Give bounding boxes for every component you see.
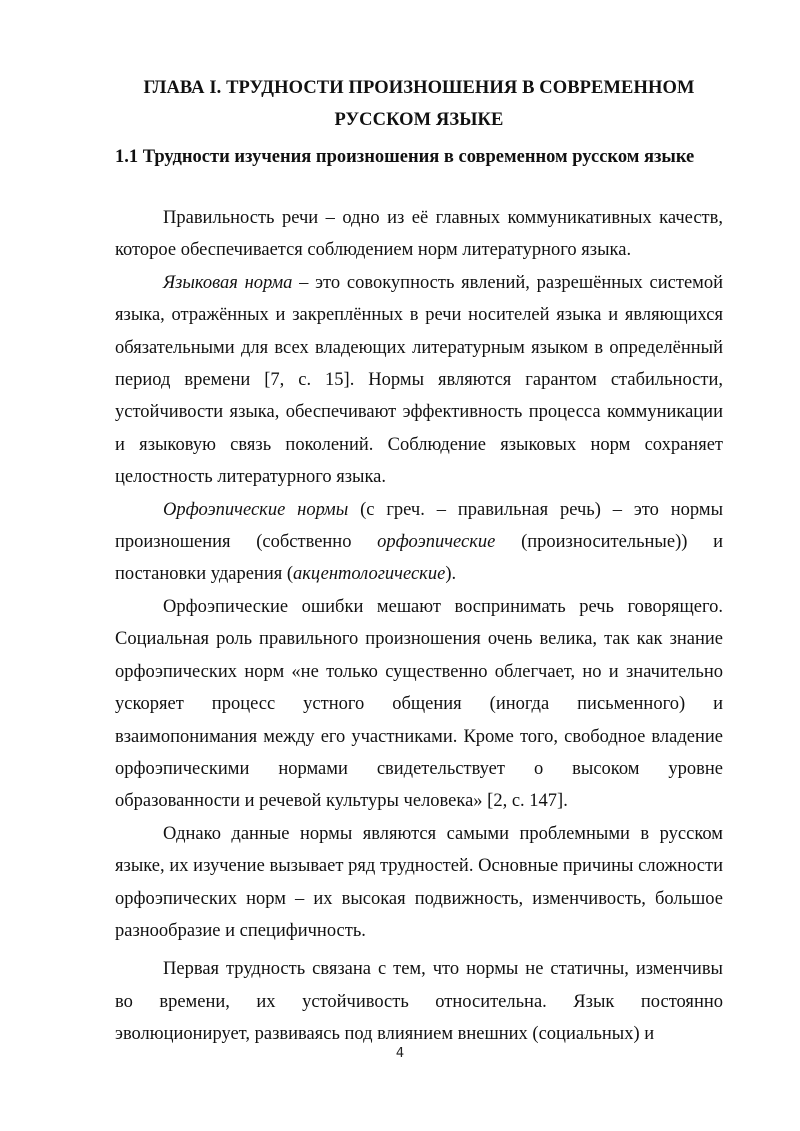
paragraph-2	[115, 267, 723, 494]
paragraph-1	[115, 202, 723, 267]
paragraph-4	[115, 591, 723, 818]
term-language-norm: Языковая норма	[163, 272, 293, 293]
paragraph-6-text: Первая трудность связана с тем, что нормы не статичны, изменчивы во времени, их устойчивость относительна. Язык постоянно эволюционирует, развиваясь под влиянием внешних (социальных) и	[115, 959, 723, 1045]
paragraph-6	[115, 953, 723, 1050]
paragraph-1-text: Правильность речи – одно из её главных коммуникативных качеств, которое обеспечивается соблюдением норм литературного языка.	[115, 208, 723, 261]
page-number: 4	[395, 1046, 405, 1061]
paragraph-5	[115, 818, 723, 948]
chapter-title: ГЛАВА I. ТРУДНОСТИ ПРОИЗНОШЕНИЯ В СОВРЕМЕННОМ РУССКОМ ЯЗЫКЕ	[143, 78, 695, 130]
paragraph-3	[115, 494, 723, 591]
paragraph-3-text-b: (произносительные)) и постановки ударения (	[115, 532, 723, 585]
document-page	[115, 0, 723, 1051]
paragraph-4-text: Орфоэпические ошибки мешают воспринимать речь говорящего. Социальная роль правильного произношения очень велика, так как знание орфоэпических норм «не только существенно облегчает, но и значительно ускоряет процесс устного общения (иногда письменного) и взаимопонимания между его участниками. Кроме того, свободное владение орфоэпическими нормами свидетельствует о высоком уровне образованности и речевой культуры человека» [2, с. 147].	[115, 596, 723, 812]
section-title: 1.1 Трудности изучения произношения в современном русском языке	[115, 147, 695, 167]
term-orthoepic: орфоэпические	[377, 532, 496, 553]
term-orthoepic-norms: Орфоэпические нормы	[163, 499, 349, 520]
paragraph-2-text: – это совокупность явлений, разрешённых системой языка, отражённых и закреплённых в речи носителей языка и являющихся обязательными для всех владеющих литературным языком в определённый период времени [7, с. 15]. Нормы являются гарантом стабильности, устойчивости языка, обеспечивают эффективность процесса коммуникации и языковую связь поколений. Соблюдение языковых норм сохраняет целостность литературного языка.	[115, 272, 724, 488]
paragraph-5-text: Однако данные нормы являются самыми проблемными в русском языке, их изучение вызывает ряд трудностей. Основные причины сложности орфоэпических норм – их высокая подвижность, изменчивость, большое разнообразие и специфичность.	[115, 823, 723, 941]
term-accentological: акцентологические	[293, 564, 446, 585]
paragraph-3-text-c: ).	[445, 564, 457, 585]
body-text	[115, 202, 723, 1051]
paragraph-3-text-a: (с греч. – правильная речь) – это нормы произношения (собственно	[115, 499, 724, 553]
